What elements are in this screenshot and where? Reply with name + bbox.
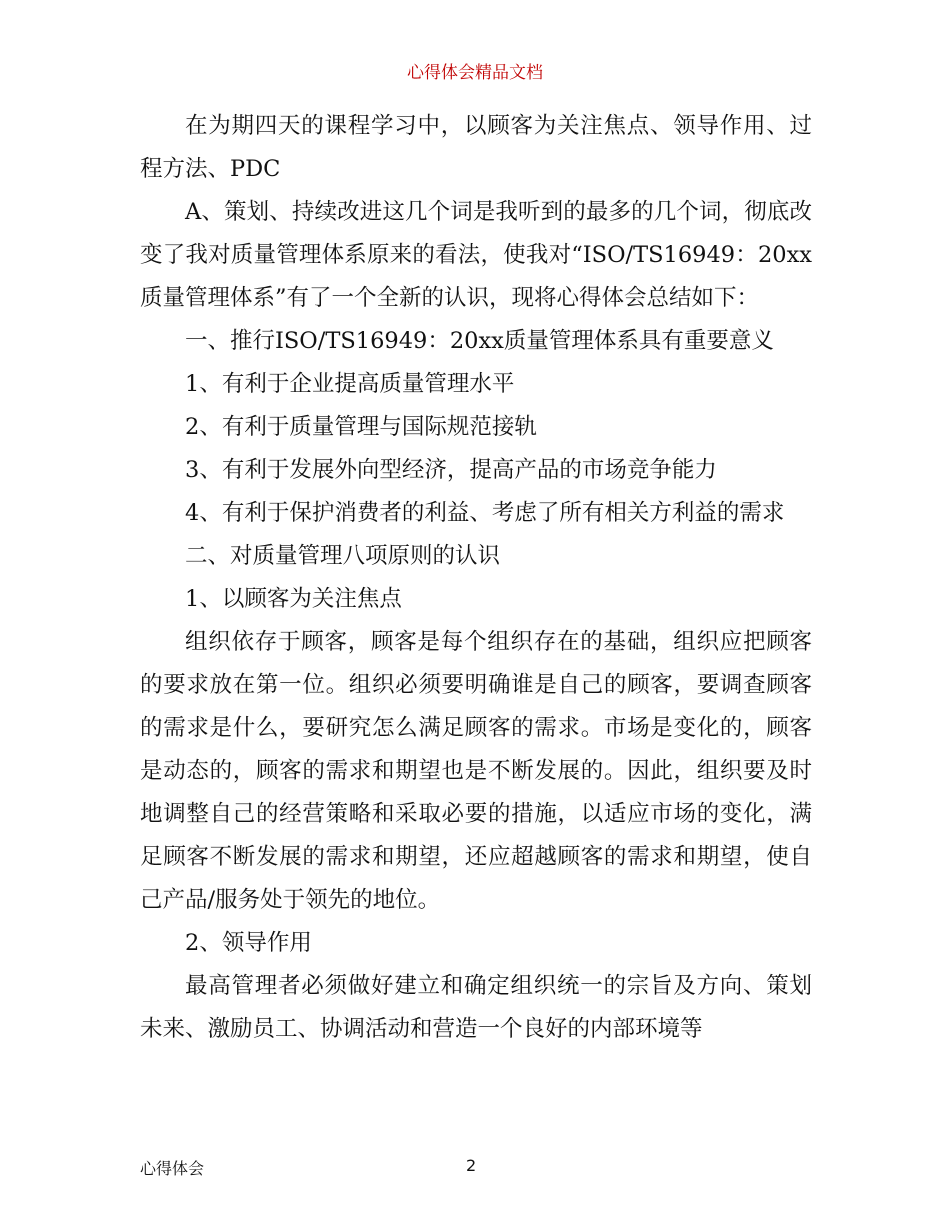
section-heading: 一、推行ISO/TS16949：20xx质量管理体系具有重要意义 [185,328,774,354]
document-body [140,105,812,1051]
list-item: 3、有利于发展外向型经济，提高产品的市场竞争能力 [185,457,717,483]
paragraph: 组织依存于顾客，顾客是每个组织存在的基础，组织应把顾客的要求放在第一位。组织必须要明确谁是自己的顾客，要调查顾客的需求是什么，要研究怎么满足顾客的需求。市场是变化的，顾客是动态的，顾客的需求和期望也是不断发展的。因此，组织要及时地调整自己的经营策略和采取必要的措施，以适应市场的变化，满足顾客不断发展的需求和期望，还应超越顾客的需求和期望，使自己产品/服务处于领先的地位。 [140,629,812,913]
paragraph: 最高管理者必须做好建立和确定组织统一的宗旨及方向、策划未来、激励员工、协调活动和营造一个良好的内部环境等 [140,973,812,1042]
document-header: 心得体会精品文档 [407,63,543,83]
list-item: 4、有利于保护消费者的利益、考虑了所有相关方利益的需求 [185,500,785,526]
subsection-heading: 1、以顾客为关注焦点 [185,586,402,612]
footer-label: 心得体会 [140,1159,205,1178]
page-number: 2 [466,1156,477,1175]
list-item: 2、有利于质量管理与国际规范接轨 [185,414,537,440]
paragraph: A、策划、持续改进这几个词是我听到的最多的几个词，彻底改变了我对质量管理体系原来的看法，使我对“ISO/TS16949：20xx质量管理体系”有了一个全新的认识，现将心得体会总结如下： [140,199,812,311]
subsection-heading: 2、领导作用 [185,930,312,956]
section-heading: 二、对质量管理八项原则的认识 [185,543,501,569]
list-item: 1、有利于企业提高质量管理水平 [185,371,515,397]
paragraph: 在为期四天的课程学习中，以顾客为关注焦点、领导作用、过程方法、PDC [140,113,812,182]
